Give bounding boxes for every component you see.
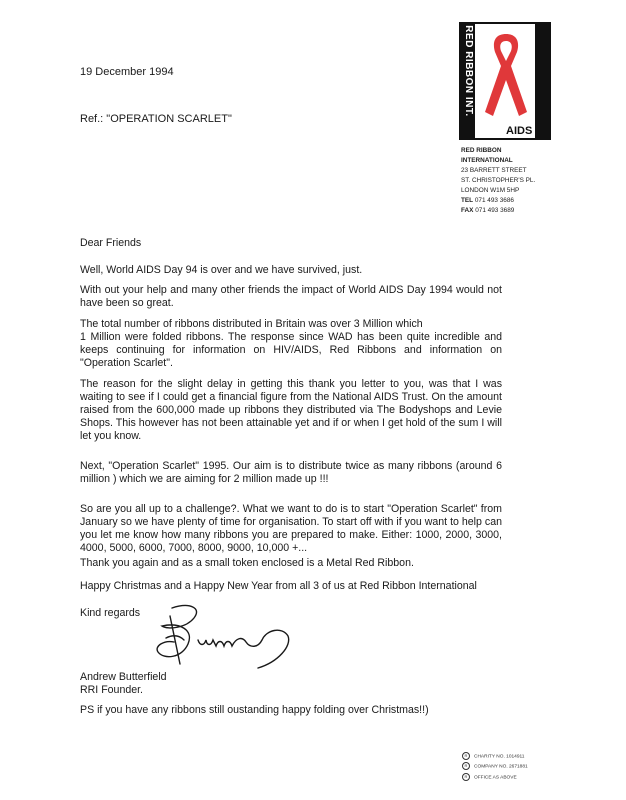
fax-number: 071 493 3689 [475, 207, 515, 214]
signer-name: Andrew Butterfield [80, 671, 167, 683]
registered-mark-icon: R [462, 773, 470, 781]
org-name-line1: RED RIBBON [461, 147, 502, 154]
fax-label: FAX [461, 207, 474, 214]
logo-aids-text: AIDS [506, 125, 533, 137]
reference-line: Ref.: "OPERATION SCARLET" [80, 113, 232, 125]
paragraph-6: So are you all up to a challenge?. What we want to do is to start "Operation Scarlet" from January so we have plenty of time for organisation. To start off with if you want to help can you let me know how many ribbons you are prepared to make. Either: 1000, 2000, 3000, 4000, 5000, 6000, 7000, 8000, 9000, 10,000 +... [80, 503, 502, 554]
registration-footer [462, 752, 528, 783]
paragraph-4: The reason for the slight delay in getting this thank you letter to you, was that I was waiting to see if I could get a financial figure from the National AIDS Trust. On the amount raised from the 600,000 made up ribbons they distributed via The Bodyshops and Levie Shops. This however has not been attainable yet and if or when I get hold of the sum I will let you know. [80, 378, 502, 442]
registered-mark-icon: R [462, 752, 470, 760]
charity-number: R CHARITY NO. 1014911 [462, 752, 528, 762]
red-ribbon-logo [459, 22, 625, 140]
handwritten-signature [150, 600, 300, 680]
red-ribbon-icon [477, 28, 535, 126]
address-street: 23 BARRETT STREET [461, 167, 527, 174]
paragraph-8: Happy Christmas and a Happy New Year from all 3 of us at Red Ribbon International [80, 580, 477, 592]
letter-date: 19 December 1994 [80, 66, 174, 78]
tel-label: TEL [461, 197, 474, 204]
salutation: Dear Friends [80, 237, 142, 249]
address-place: ST. CHRISTOPHER'S PL. [461, 177, 536, 184]
org-address [461, 146, 535, 216]
logo-right-text: AWARENESS [614, 36, 625, 106]
closing: Kind regards [80, 607, 141, 619]
address-city: LONDON W1M 5HP [461, 187, 520, 194]
paragraph-5: Next, "Operation Scarlet" 1995. Our aim is to distribute twice as many ribbons (around 6 million ) which we are aiming for 2 million made up !!! [80, 460, 502, 485]
paragraph-3 [80, 318, 502, 370]
tel-number: 071 493 3686 [474, 197, 514, 204]
logo-right-band [535, 24, 625, 138]
paragraph-1: Well, World AIDS Day 94 is over and we have survived, just. [80, 264, 363, 276]
address-tel [461, 196, 535, 206]
paragraph-3-line-1: The total number of ribbons distributed in Britain was over 3 Million which [80, 318, 423, 330]
postscript: PS if you have any ribbons still oustanding happy folding over Christmas!!) [80, 704, 429, 716]
registered-mark-icon: R [462, 762, 470, 770]
org-name-line2: INTERNATIONAL [461, 157, 513, 164]
office-note: R OFFICE AS ABOVE [462, 773, 528, 783]
company-number: R COMPANY NO. 2671881 [462, 762, 528, 772]
logo-left-band [461, 24, 475, 138]
address-fax [461, 206, 535, 216]
logo-left-text: RED RIBBON INT. [463, 25, 474, 117]
paragraph-2: With out your help and many other friends the impact of World AIDS Day 1994 would not have been so great. [80, 284, 502, 309]
signer-role: RRI Founder. [80, 684, 144, 696]
paragraph-3-rest: 1 Million were folded ribbons. The response since WAD has been quite incredible and keeps continuing for information on HIV/AIDS, Red Ribbons and information on "Operation Scarlet". [80, 331, 502, 369]
paragraph-7: Thank you again and as a small token enclosed is a Metal Red Ribbon. [80, 557, 414, 569]
